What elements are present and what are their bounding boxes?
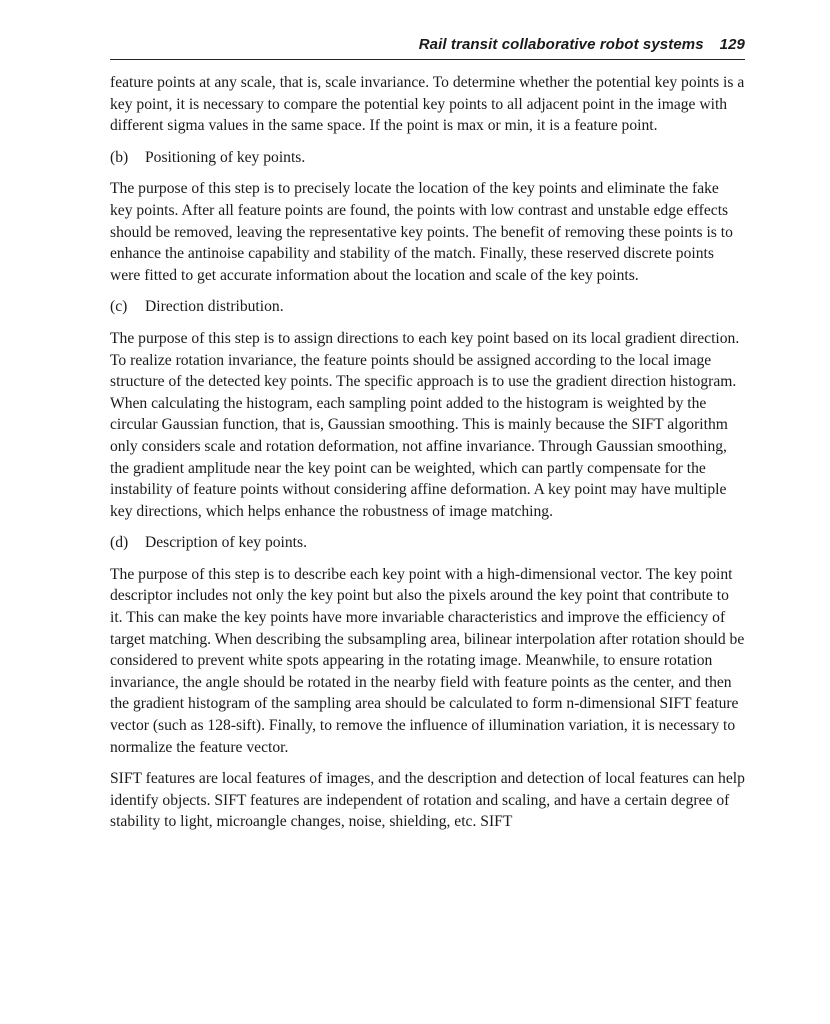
paragraph-description: The purpose of this step is to describe each key point with a high-dimensional vector. The key point descriptor includes not only the key point but also the pixels around the key point that contribute to it. This can make the key points have more invariable characteristics and improve the efficiency of target matching. When describing the subsampling area, bilinear interpolation after rotation should be considered to prevent white spots appearing in the rotating image. Meanwhile, to ensure rotation invariance, the angle should be rotated in the nearby field with feature points as the center, and then the gradient histogram of the sampling area should be calculated to form n-dimensional SIFT feature vector (such as 128-sift). Finally, to remove the influence of illumination variation, it is necessary to normalize the feature vector. [110, 565, 745, 756]
paragraph-scale-invariance: feature points at any scale, that is, scale invariance. To determine whether the potential key points is a key point, it is necessary to compare the potential key points to all adjacent point in the image with different sigma values in the same space. If the point is max or min, it is a feature point. [110, 74, 745, 135]
list-label-c: Direction distribution. [145, 298, 284, 316]
list-marker-b: (b) [110, 148, 129, 166]
list-label-d: Description of key points. [145, 534, 307, 552]
page-number: 129 [719, 36, 745, 53]
running-header [110, 36, 745, 60]
body-text [110, 72, 745, 833]
running-title: Rail transit collaborative robot systems [418, 36, 704, 53]
paragraph-positioning: The purpose of this step is to precisely locate the location of the key points and eliminate the fake key points. After all feature points are found, the points with low contrast and unstable edge effects should be removed, leaving the representative key points. The benefit of removing these points is to enhance the antinoise capability and stability of the match. Finally, these reserved discrete points were fitted to get accurate information about the location and scale of the key points. [110, 180, 733, 284]
list-item-d [110, 532, 745, 554]
paragraph-sift-features: SIFT features are local features of images, and the description and detection of local features can help identify objects. SIFT features are independent of rotation and scaling, and have a certain degree of stability to light, microangle changes, noise, shielding, etc. SIFT [110, 770, 745, 831]
list-marker-d: (d) [110, 534, 129, 552]
list-label-b: Positioning of key points. [145, 148, 306, 166]
book-page [110, 36, 745, 843]
list-item-b [110, 147, 745, 169]
list-item-c [110, 296, 745, 318]
list-marker-c: (c) [110, 298, 128, 316]
paragraph-direction: The purpose of this step is to assign directions to each key point based on its local gradient direction. To realize rotation invariance, the feature points should be assigned according to the local image structure of the detected key points. The specific approach is to use the gradient direction histogram. When calculating the histogram, each sampling point added to the histogram is weighted by the circular Gaussian function, that is, Gaussian smoothing. This is mainly because the SIFT algorithm only considers scale and rotation deformation, not affine invariance. Through Gaussian smoothing, the gradient amplitude near the key point can be weighted, which can partly compensate for the instability of feature points without considering affine deformation. A key point may have multiple key directions, which helps enhance the robustness of image matching. [110, 329, 740, 520]
